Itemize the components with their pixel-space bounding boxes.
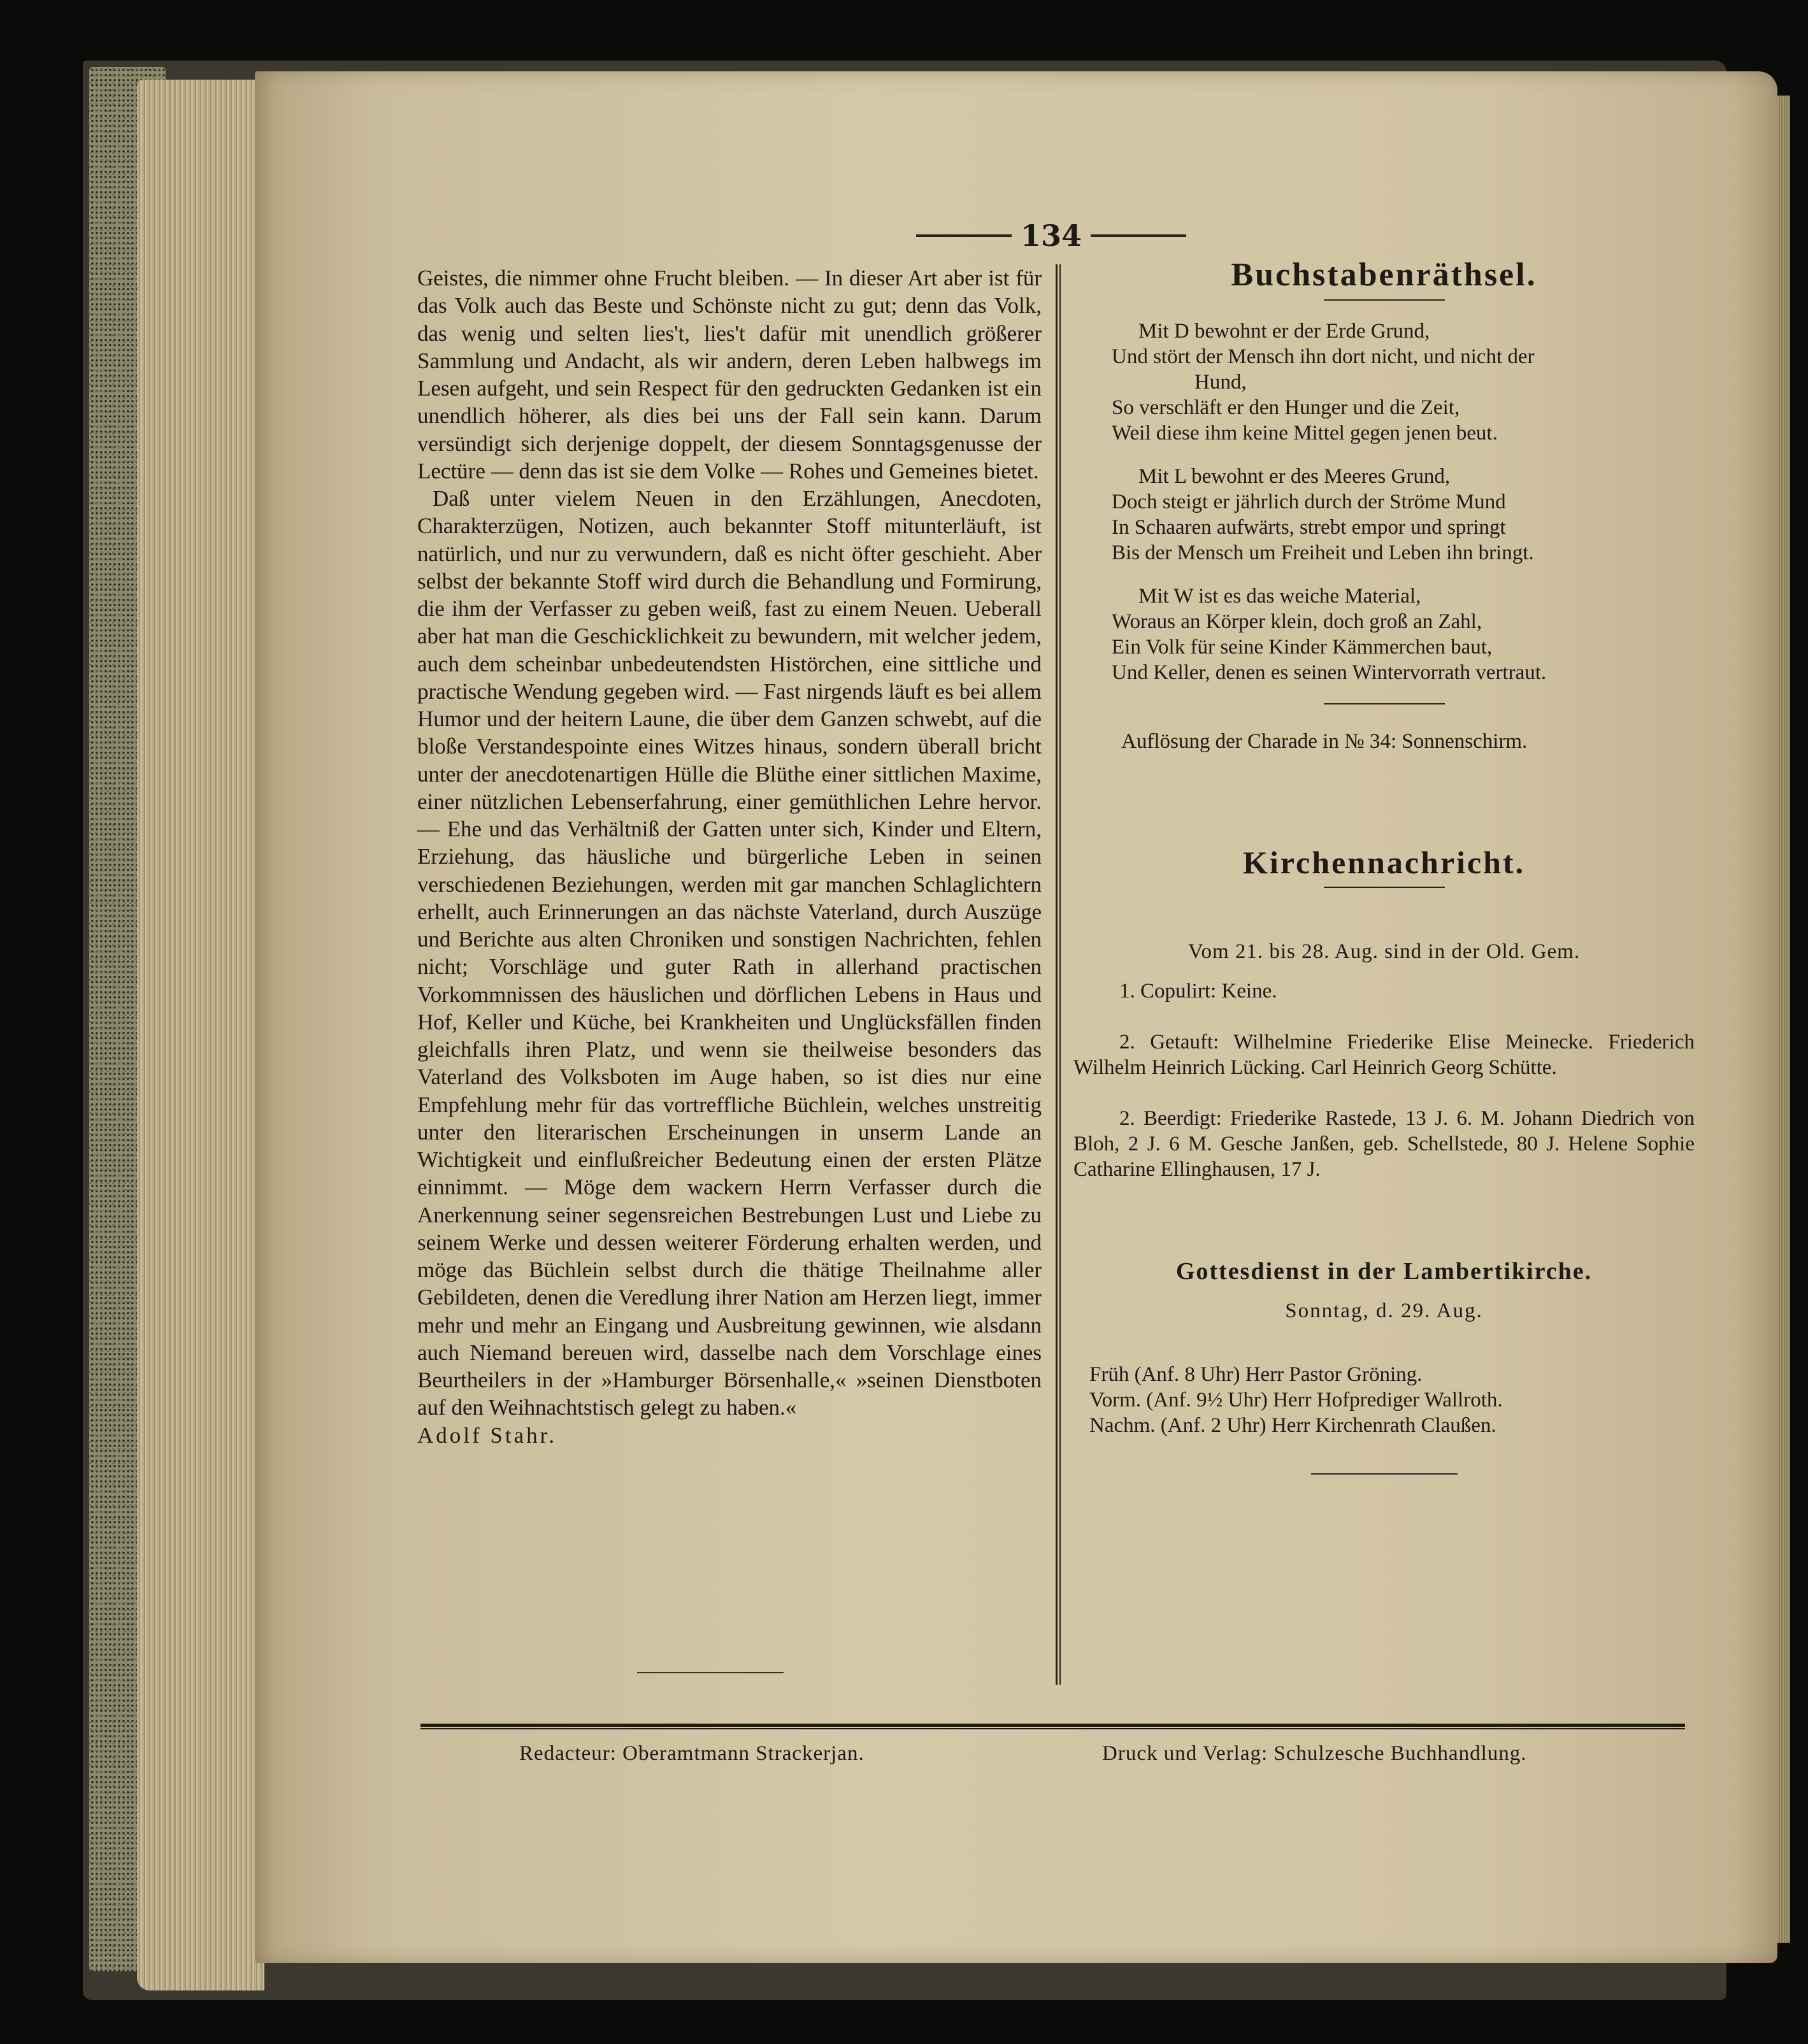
service-date: Sonntag, d. 29. Aug. xyxy=(1285,1299,1483,1322)
publisher-credit: Druck und Verlag: Schulzesche Buchhandlung. xyxy=(1102,1742,1527,1765)
verse-line: Und Keller, denen es seinen Wintervorrath vertraut. xyxy=(1112,661,1547,684)
riddle-stanza-2 xyxy=(1073,464,1695,566)
verse-line: Woraus an Körper klein, doch groß an Zahl, xyxy=(1112,610,1482,633)
end-rule-right xyxy=(1311,1473,1458,1475)
verse-line: Doch steigt er jährlich durch der Ströme Mund xyxy=(1112,490,1506,513)
column-divider xyxy=(1056,264,1061,1685)
footer-rule xyxy=(420,1724,1685,1729)
church-news-period: Vom 21. bis 28. Aug. sind in der Old. Gem. xyxy=(1187,940,1581,963)
verse-line: Ein Volk für seine Kinder Kämmerchen baut, xyxy=(1112,636,1493,659)
church-baptized: 2. Getauft: Wilhelmine Friederike Elise Meinecke. Friederich Wilhelm Heinrich Lücking. Carl Heinrich Georg Schütte. xyxy=(1073,1031,1695,1079)
verse-line: Und stört der Mensch ihn dort nicht, und nicht der xyxy=(1112,345,1535,368)
left-column-article xyxy=(417,264,1042,1449)
section-rule xyxy=(1324,703,1445,704)
service-title: Gottesdienst in der Lambertikirche. xyxy=(1175,1258,1593,1285)
riddle-stanza-3 xyxy=(1073,583,1695,685)
charade-solution: Auflösung der Charade in № 34: Sonnenschirm. xyxy=(1121,730,1528,753)
header-rule-left xyxy=(916,234,1012,237)
service-item: Vorm. (Anf. 9½ Uhr) Herr Hofprediger Wallroth. xyxy=(1089,1389,1503,1412)
service-item: Früh (Anf. 8 Uhr) Herr Pastor Gröning. xyxy=(1089,1363,1423,1386)
article-signature: Adolf Stahr. xyxy=(417,1422,557,1448)
service-item: Nachm. (Anf. 2 Uhr) Herr Kirchenrath Claußen. xyxy=(1089,1414,1496,1437)
verse-line: Mit L bewohnt er des Meeres Grund, xyxy=(1138,465,1451,488)
article-paragraph: Daß unter vielem Neuen in den Erzählungen, Anecdoten, Charakterzügen, Notizen, auch bekannter Stoff mitunterläuft, ist natürlich, und nur zu verwundern, daß es nicht öfter geschieht. Aber selbst der bekannte Stoff wird durch die Behandlung und Formirung, die ihm der Verfasser zu geben weiß, fast zu einem Neuen. Ueberall aber hat man die Geschicklichkeit zu bewundern, mit welcher jedem, auch dem scheinbar unbedeutendsten Histörchen, eine sittliche und practische Wendung gegeben wird. — Fast nirgends läuft es bei allem Humor und der heitern Laune, die über dem Ganzen schwebt, auf die bloße Verstandespointe eines Witzes hinaus, sondern überall bricht unter der anecdotenartigen Hülle die Blüthe einer sittlichen Maxime, einer nützlichen Lebenserfahrung, einer gemüthlichen Lehre hervor. — Ehe und das Verhältniß der Gatten unter sich, Kinder und Eltern, Erziehung, das häusliche und bürgerliche Leben in seinen verschiedenen Beziehungen, werden mit gar manchen Schlaglichtern erhellt, auch Erinnerungen an das nächste Vaterland, durch Auszüge und Berichte aus alten Chroniken und sonstigen Nachrichten, fehlen nicht; Vorschläge und guter Rath in allerhand practischen Vorkommnissen des häuslichen und dörflichen Lebens in Haus und Hof, Keller und Küche, bei Krankheiten und Unglücksfällen finden gleichfalls ihren Platz, und wenn sie theilweise besonders das Vaterland des Volksboten im Auge haben, so ist dies nur eine Empfehlung mehr für das vortreffliche Büchlein, welches unstreitig unter den literarischen Erscheinungen in unserm Lande an Wichtigkeit und einflußreicher Bedeutung einen der ersten Plätze einnimmt. — Möge dem wackern Herrn Verfasser durch die Anerkennung seiner segensreichen Bestrebungen Lust und Liebe zu seinem Werke und dessen weiterer Förderung erhalten werden, und möge das Büchlein selbst durch die thätige Theilnahme aller Gebildeten, denen die Veredlung ihrer Nation am Herzen liegt, immer mehr und mehr an Eingang und Ausbreitung gewinnen, wie alsdann auch Niemand bereuen wird, dasselbe nach dem Vorschlage eines Beurtheilers in der »Hamburger Börsenhalle,« »seinen Dienstboten auf den Weihnachtstisch gelegt zu haben.« xyxy=(417,486,1042,1420)
church-news-title: Kirchennachricht. xyxy=(1242,845,1526,880)
riddle-title: Buchstabenräthsel. xyxy=(1231,257,1537,293)
header-rule-right xyxy=(1091,234,1186,237)
verse-line: Bis der Mensch um Freiheit und Leben ihn bringt. xyxy=(1112,541,1534,564)
title-rule xyxy=(1324,887,1445,888)
article-paragraph: Geistes, die nimmer ohne Frucht bleiben. — In dieser Art aber ist für das Volk auch das Beste und Schönste nicht zu gut; denn das Volk, das wenig und selten lies't, lies't dafür mit unendlich größerer Sammlung und Andacht, als wir andern, deren Leben halbwegs im Lesen aufgeht, und sein Respect für den gedruckten Gedanken ist ein unendlich höherer, als dies bei uns der Fall sein kann. Darum versündigt sich derjenige doppelt, der diesem Sonntagsgenusse der Lectüre — denn das ist sie dem Volke — Rohes und Gemeines bietet. xyxy=(417,266,1042,483)
title-rule xyxy=(1324,299,1445,301)
church-married: 1. Copulirt: Keine. xyxy=(1119,980,1277,1003)
verse-line: Hund, xyxy=(1195,371,1247,394)
verse-line: So verschläft er den Hunger und die Zeit, xyxy=(1112,396,1460,419)
verse-line: Mit W ist es das weiche Material, xyxy=(1138,585,1421,608)
editor-credit: Redacteur: Oberamtmann Strackerjan. xyxy=(519,1742,865,1765)
verse-line: Mit D bewohnt er der Erde Grund, xyxy=(1138,320,1430,343)
verse-line: In Schaaren aufwärts, strebt empor und springt xyxy=(1112,516,1506,539)
page-number: 134 xyxy=(1020,218,1082,253)
page-header xyxy=(886,217,1217,255)
riddle-stanza-1 xyxy=(1073,318,1695,446)
service-list xyxy=(1073,1362,1695,1438)
verse-line: Weil diese ihm keine Mittel gegen jenen beut. xyxy=(1112,422,1498,445)
right-column xyxy=(1073,255,1695,1475)
end-rule-left xyxy=(637,1672,784,1673)
church-buried: 2. Beerdigt: Friederike Rastede, 13 J. 6. M. Johann Diedrich von Bloh, 2 J. 6 M. Gesche Janßen, geb. Schellstede, 80 J. Helene Sophie Catharine Ellinghausen, 17 J. xyxy=(1073,1107,1695,1181)
